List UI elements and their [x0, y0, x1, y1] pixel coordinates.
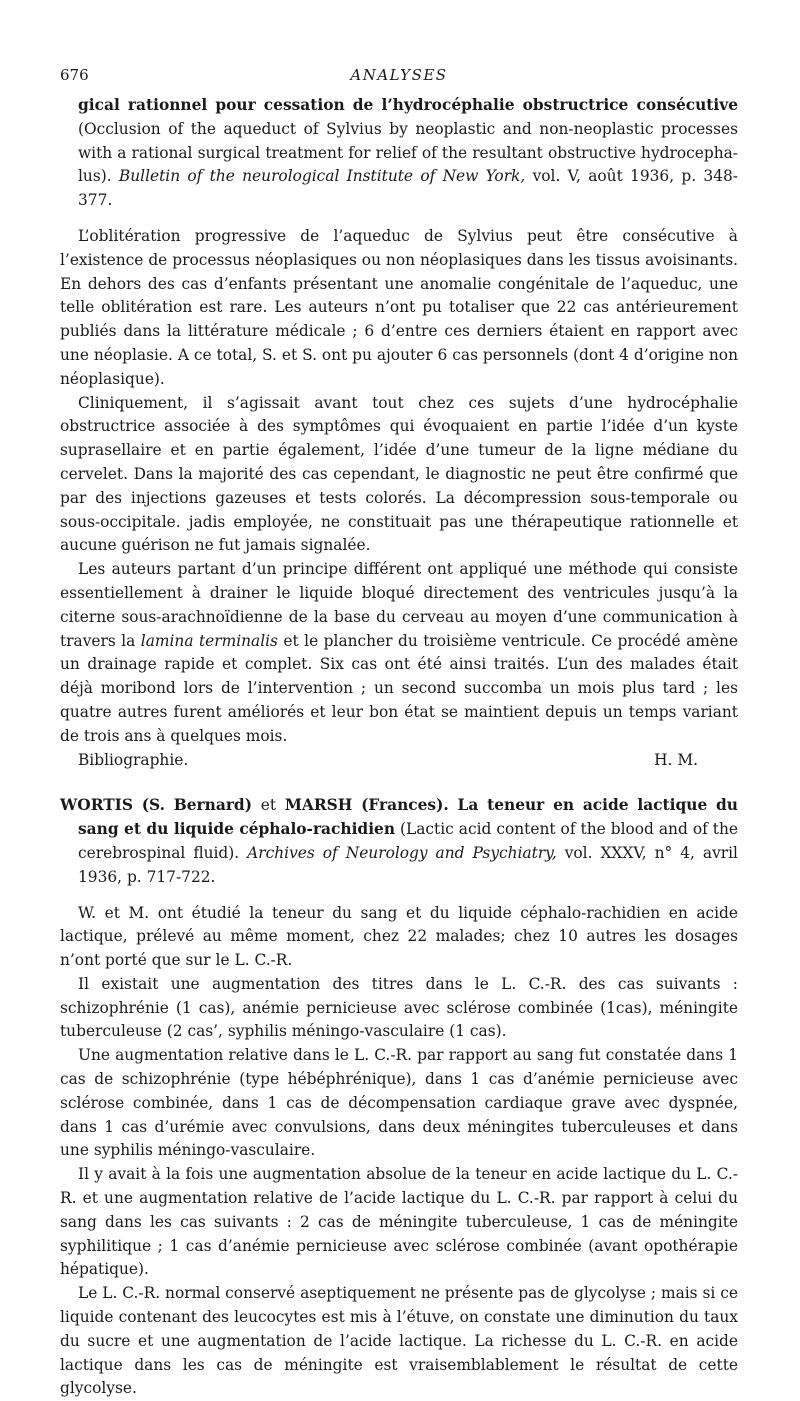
running-title: ANALYSES	[350, 66, 448, 84]
article2-reference: vol. XXXV, n° 4, avril 1936, p. 717-722.	[78, 843, 738, 886]
author-given-name: (Frances).	[361, 796, 449, 815]
article1-italic-term: lamina terminalis	[140, 631, 278, 650]
author-given-name: (S. Bernard)	[132, 796, 261, 815]
article2-citation	[60, 794, 738, 889]
article2-title: La teneur en acide lactique du sang et du liquide céphalo-rachidien	[78, 796, 738, 839]
author-name: MARSH	[276, 796, 362, 815]
author-name: WORTIS	[60, 796, 133, 815]
article1-title: gical rationnel pour cessation de l’hydrocéphalie obstructrice consécutive	[78, 96, 738, 114]
article1-journal: Bulletin of the neurological Institute of New York,	[118, 167, 526, 186]
document-page	[60, 64, 738, 1401]
conjunction: et	[260, 796, 277, 815]
article1-paragraph	[60, 558, 738, 748]
article1-reference: vol. V, août 1936, p. 348-377.	[78, 167, 738, 210]
article1-english-title: (Occlusion of the aqueduct of Sylvius by neoplastic and non-neoplastic processes with a rational surgical treatment for relief of the resultant obstructive hydrocepha-lus).	[78, 119, 738, 186]
bibliography-label: Bibliographie.	[78, 750, 189, 769]
article1-citation	[60, 94, 738, 213]
article2-paragraph: Il y avait à la fois une augmentation absolue de la teneur en acide lactique du L. C.-R. et une augmentation relative de l’acide lactique du L. C.-R. par rapport à celui du sang dans les cas suivants : 2 cas de méningite tuberculeuse, 1 cas de méningite syphilitique ; 1 cas d’anémie pernicieuse avec sclérose combinée (avant opothérapie hépatique).	[60, 1165, 738, 1279]
article2-paragraph: Une augmentation relative dans le L. C.-R. par rapport au sang fut constatée dans 1 cas de schizophrénie (type hébéphrénique), dans 1 cas d’anémie pernicieuse avec sclérose combinée, dans 1 cas de décompensation cardiaque grave avec dyspnée, dans 1 cas d’urémie avec convulsions, dans deux méningites tuberculeuses et dans une syphilis méningo-vasculaire.	[60, 1046, 738, 1160]
article2-english-title: (Lactic acid content of the blood and of the cerebrospinal fluid).	[78, 820, 738, 862]
page-number: 676	[60, 66, 89, 84]
article2-paragraph: Il existait une augmentation des titres dans le L. C.-R. des cas suivants : schizophrénie (1 cas), anémie pernicieuse avec sclérose combinée (1cas), méningite tuberculeuse (2 cas’, syphilis méningo-vasculaire (1 cas).	[60, 974, 738, 1041]
article2-journal: Archives of Neurology and Psychiatry,	[247, 843, 557, 862]
article2-paragraph: Le L. C.-R. normal conservé aseptiquement ne présente pas de glycolyse ; mais si ce liquide contenant des leucocytes est mis à l’étuve, on constate une diminution du taux du sucre et une augmentation de l’acide lactique. La richesse du L. C.-R. en acide lactique dans les cas de méningite est vraisemblablement le résultat de cette glycolyse.	[60, 1284, 738, 1398]
article1-paragraph: Cliniquement, il s’agissait avant tout chez ces sujets d’une hydrocéphalie obstructrice associée à des symptômes qui évoquaient en partie l’idée d’un kyste suprasellaire et en partie également, l’idée d’une tumeur de la ligne médiane du cervelet. Dans la majorité des cas cependant, le diagnostic ne peut être confirmé que par des injections gazeuses et tests colorés. La décompression sous-temporale ou sous-occipitale. jadis employée, ne constituait pas une thérapeutique rationnelle et aucune guérison ne fut jamais signalée.	[60, 393, 738, 555]
author-signature: H. M.	[654, 750, 698, 769]
article1-footer	[60, 749, 738, 773]
article1-paragraph: L’oblitération progressive de l’aqueduc de Sylvius peut être consécutive à l’existence de processus néoplasiques ou non néoplasiques dans les tissus avoisinants. En dehors des cas d’enfants présentant une anomalie congénitale de l’aqueduc, une telle oblitération est rare. Les auteurs n’ont pu totaliser que 22 cas antérieurement publiés dans la littérature médicale ; 6 d’entre ces derniers étaient en rapport avec une néoplasie. A ce total, S. et S. ont pu ajouter 6 cas personnels (dont 4 d’origine non néoplasique).	[60, 226, 738, 388]
article2-paragraph: W. et M. ont étudié la teneur du sang et du liquide céphalo-rachidien en acide lactique, prélevé au même moment, chez 22 malades; chez 10 autres les dosages n’ont porté que sur le L. C.-R.	[60, 903, 738, 970]
article1-text: et le plancher du troisième ventricule. Ce procédé amène un drainage rapide et complet. Six cas ont été ainsi traités. L’un des malades était déjà moribond lors de l’intervention ; un second succomba un mois plus tard ; les quatre autres furent améliorés et leur bon état se maintient depuis un temps variant de trois ans à quelques mois.	[60, 631, 738, 745]
article1-text: Les auteurs partant d’un principe différent ont appliqué une méthode qui consiste essentiellement à drainer le liquide bloqué directement des ventricules jusqu’à la citerne sous-arachnoïdienne de la base du cerveau au moyen d’une communication à travers la	[60, 560, 738, 650]
running-header	[60, 64, 738, 90]
